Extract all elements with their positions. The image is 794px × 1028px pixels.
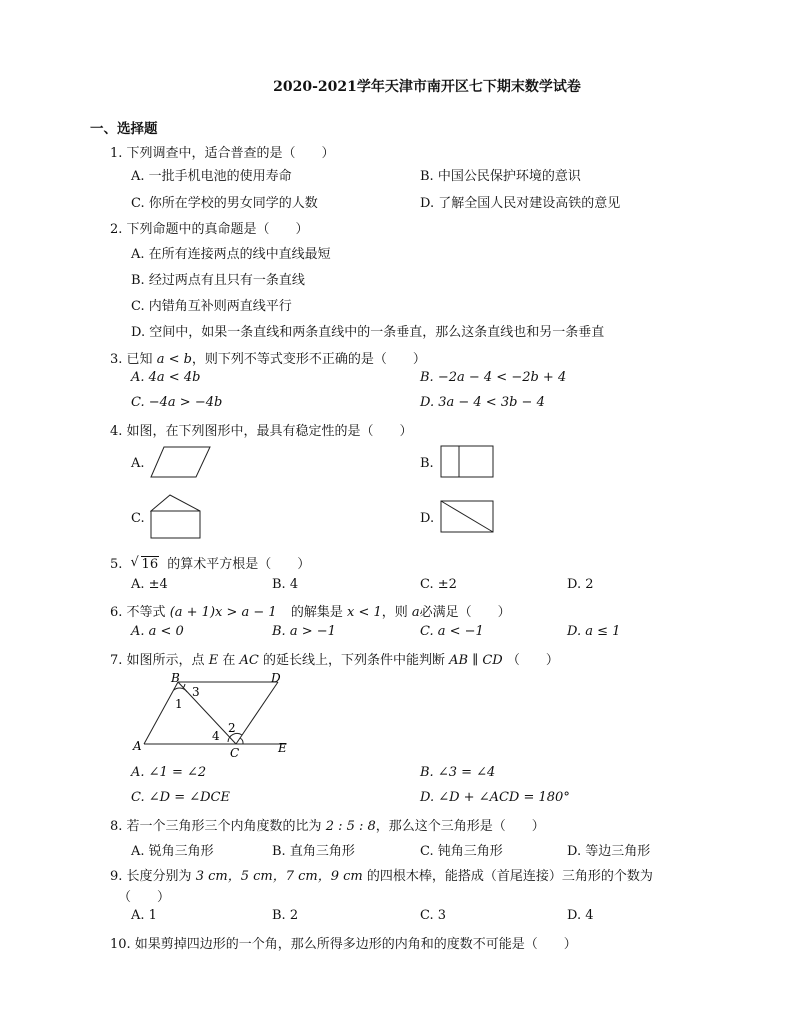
q1-option-c: C. 你所在学校的男女同学的人数 [131,196,318,211]
q3-option-a: A. 4a < 4b [131,370,201,385]
q9-lengths: 3 cm，5 cm，7 cm，9 cm [195,869,363,884]
q4-option-c: C. [131,511,145,526]
q1-option-d: D. 了解全国人民对建设高铁的意见 [420,196,621,211]
q6-stem-pre: 6. 不等式 [110,605,166,620]
q7-point-e: E [208,653,219,668]
q9-option-d: D. 4 [567,908,594,923]
q8-option-d: D. 等边三角形 [567,844,651,859]
q2-option-d: D. 空间中，如果一条直线和两条直线中的一条垂直，那么这条直线也和另一条垂直 [131,325,605,340]
angle-label-3: 3 [192,685,200,699]
divided-rectangle-figure [440,445,495,479]
house-shape-figure [150,493,202,540]
q10-stem: 10. 如果剪掉四边形的一个角，那么所得多边形的内角和的度数不可能是（ ） [110,937,577,952]
q8-option-a: A. 锐角三角形 [131,844,214,859]
label-c: C [230,746,240,760]
q5-stem-pre: 5. [110,557,123,572]
angle-label-2: 2 [228,721,236,735]
q7-segment-ac: AC [239,653,259,668]
q6-solution: x < 1 [346,605,382,620]
q9-option-a: A. 1 [131,908,157,923]
q8-stem [110,815,545,834]
q6-stem [110,601,511,620]
q7-stem-mid: 在 [222,653,236,668]
q2-option-a: A. 在所有连接两点的线中直线最短 [131,247,331,262]
q9-stem [110,865,653,884]
q7-option-a: A. ∠1 = ∠2 [131,765,207,780]
q7-parallel: AB ∥ CD [449,653,503,668]
q9-stem-post: 的四根木棒，能搭成（首尾连接）三角形的个数为 [366,869,653,884]
q3-stem [110,348,426,367]
radicand: 16 [141,557,159,572]
q7-stem-pre: 7. 如图所示，点 [110,653,205,668]
q3-stem-post: ，则下列不等式变形不正确的是（ ） [191,352,426,367]
q4-option-b: B. [420,456,434,471]
angle-label-4: 4 [212,729,220,743]
q6-stem-mid2: ，则 [381,605,408,620]
q3-stem-math: a < b [156,352,192,367]
q8-option-b: B. 直角三角形 [272,844,355,859]
q1-option-b: B. 中国公民保护环境的意识 [420,169,581,184]
sqrt-sign-icon: √ [130,555,139,570]
q6-option-d: D. a ≤ 1 [567,624,621,639]
label-e: E [278,741,287,755]
q5-stem [110,553,310,572]
section-heading: 一、选择题 [90,121,158,137]
q6-stem-mid: 的解集是 [290,605,343,620]
label-a: A [133,739,142,753]
q6-inequality: (a + 1)x > a − 1 [169,605,277,620]
q8-option-c: C. 钝角三角形 [420,844,503,859]
q9-stem-pre: 9. 长度分别为 [110,869,192,884]
q6-option-c: C. a < −1 [420,624,484,639]
q3-stem-pre: 3. 已知 [110,352,153,367]
q2-option-c: C. 内错角互补则两直线平行 [131,299,292,314]
q5-option-c: C. ±2 [420,577,457,592]
q6-stem-post: 必满足（ ） [419,605,511,620]
q4-stem: 4. 如图，在下列图形中，最具有稳定性的是（ ） [110,424,413,439]
q7-option-c: C. ∠D = ∠DCE [131,790,230,805]
q9-option-b: B. 2 [272,908,299,923]
q1-stem: 1. 下列调查中，适合普查的是（ ） [110,146,335,161]
angle-label-1: 1 [175,697,183,711]
q7-stem-mid2: 的延长线上，下列条件中能判断 [262,653,445,668]
q4-option-a: A. [131,456,145,471]
q1-option-a: A. 一批手机电池的使用寿命 [131,169,292,184]
q7-stem-post: （ ） [506,653,559,668]
q3-option-b: B. −2a − 4 < −2b + 4 [420,370,567,385]
q7-option-d: D. ∠D + ∠ACD = 180° [420,790,570,805]
q5-option-a: A. ±4 [131,577,168,592]
q5-option-b: B. 4 [272,577,299,592]
q8-stem-pre: 8. 若一个三角形三个内角度数的比为 [110,819,322,834]
q8-stem-post: ，那么这个三角形是（ ） [375,819,545,834]
label-b: B [171,671,180,685]
q3-option-c: C. −4a > −4b [131,395,223,410]
rectangle-diagonal-figure [440,500,495,534]
q9-option-c: C. 3 [420,908,447,923]
q7-option-b: B. ∠3 = ∠4 [420,765,496,780]
page-title: 2020-2021学年天津市南开区七下期末数学试卷 [273,79,581,95]
label-d: D [271,671,281,685]
q4-option-d: D. [420,511,435,526]
q2-option-b: B. 经过两点有且只有一条直线 [131,273,305,288]
q6-option-b: B. a > −1 [272,624,336,639]
q6-var-a: a [411,605,420,620]
q6-option-a: A. a < 0 [131,624,184,639]
q7-stem [110,649,559,668]
q5-option-d: D. 2 [567,577,594,592]
sqrt-expression [131,557,160,572]
q7-geometry-figure [128,670,298,762]
parallelogram-figure [150,445,212,479]
q9-stem-line2: （ ） [118,890,171,905]
q5-stem-post: 的算术平方根是（ ） [167,557,311,572]
q3-option-d: D. 3a − 4 < 3b − 4 [420,395,545,410]
q2-stem: 2. 下列命题中的真命题是（ ） [110,222,309,237]
q8-ratio: 2 : 5 : 8 [325,819,376,834]
